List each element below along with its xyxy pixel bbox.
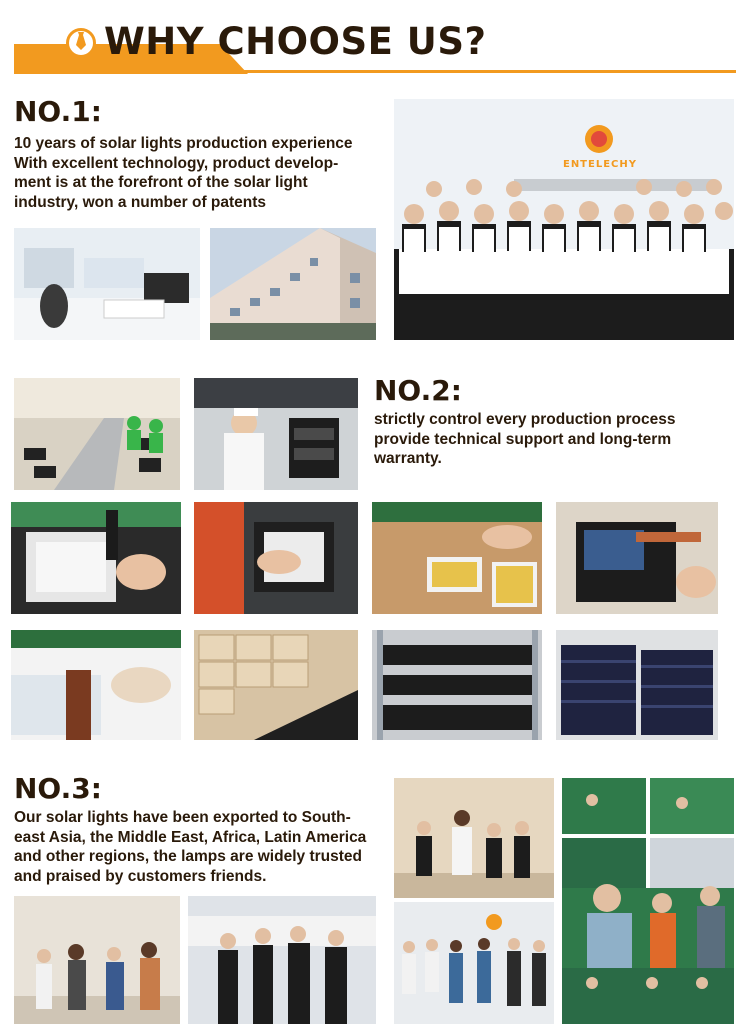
factory-building-photo bbox=[210, 228, 376, 340]
led-boards-photo bbox=[372, 502, 542, 614]
worker-inspection-photo bbox=[194, 378, 358, 490]
section-2-heading: NO.2: bbox=[374, 374, 462, 407]
section-1-heading: NO.1: bbox=[14, 95, 102, 128]
page-title: WHY CHOOSE US? bbox=[104, 20, 487, 63]
section-3-heading: NO.3: bbox=[14, 772, 102, 805]
section-1-text: 10 years of solar lights production experience With excellent technology, product develop- ment is at the forefront of the solar light industry, won a number of patents bbox=[14, 135, 353, 211]
drilling-photo bbox=[11, 502, 181, 614]
customers-meeting-photo bbox=[394, 902, 554, 1024]
team-photo bbox=[394, 99, 734, 340]
section-2-text: strictly control every production process provide technical support and long-term warranty. bbox=[374, 411, 676, 467]
visitors-office-photo bbox=[394, 778, 554, 898]
warehouse-racks-photo bbox=[372, 630, 542, 740]
customers-showroom-photo bbox=[188, 896, 376, 1024]
exhibition-collage-photo bbox=[562, 778, 734, 1024]
visitors-group-photo bbox=[14, 896, 180, 1024]
tie-icon bbox=[74, 31, 88, 56]
header-underline bbox=[14, 70, 736, 73]
showroom-photo bbox=[14, 228, 200, 340]
header-badge bbox=[66, 28, 96, 58]
panel-fitting-photo bbox=[194, 502, 358, 614]
brand-logo-text: ENTELECHY bbox=[562, 159, 637, 170]
stacked-lamps-photo bbox=[556, 630, 718, 740]
assembly-line-photo bbox=[14, 378, 180, 490]
boxed-stock-photo bbox=[194, 630, 358, 740]
wiring-photo bbox=[556, 502, 718, 614]
section-3-text: Our solar lights have been exported to South- east Asia, the Middle East, Africa, Latin America and other regions, the lamps are widely trusted and praised by customers friends. bbox=[14, 809, 367, 885]
soldering-photo bbox=[11, 630, 181, 740]
